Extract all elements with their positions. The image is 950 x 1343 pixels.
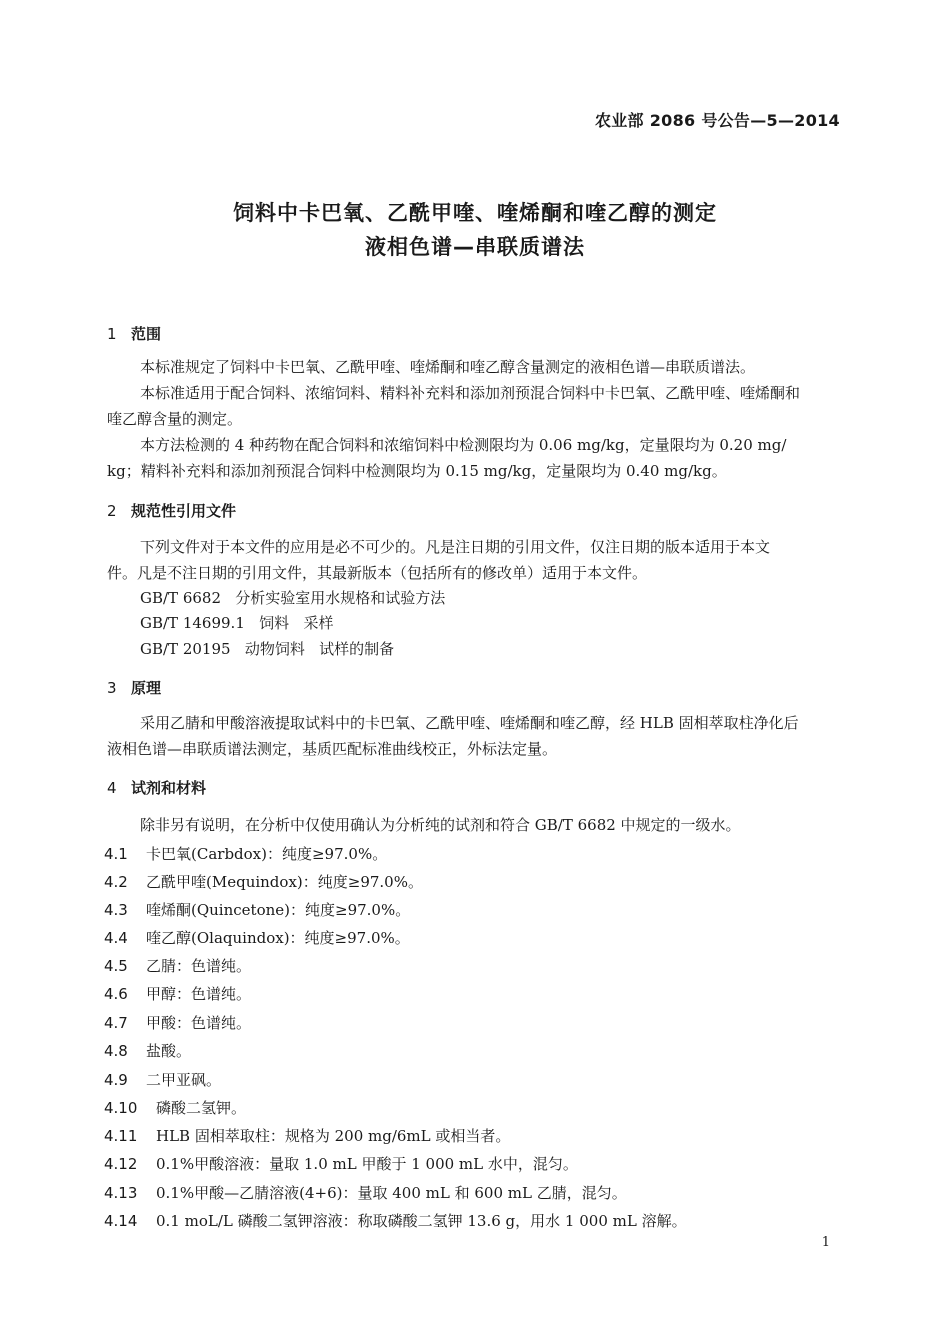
item-number: 4.9 [104,1071,128,1089]
section-number: 2 [107,502,117,520]
section-number: 4 [107,779,117,797]
item-text: 喹烯酮(Quincetone)：纯度≥97.0%。 [146,901,411,919]
list-item [104,1153,578,1174]
item-number: 4.11 [104,1127,138,1145]
item-text: 0.1 moL/L 磷酸二氢钾溶液：称取磷酸二氢钾 13.6 g，用水 1 000 mL 溶解。 [156,1212,687,1230]
item-text: 甲醇：色谱纯。 [146,985,252,1003]
item-text: 乙酰甲喹(Mequindox)：纯度≥97.0%。 [146,873,423,891]
item-number: 4.6 [104,985,128,1003]
item-text: 磷酸二氢钾。 [156,1099,247,1117]
list-item [104,1012,251,1033]
item-number: 4.4 [104,929,128,947]
item-text: 卡巴氧(Carbdox)：纯度≥97.0%。 [146,845,388,863]
paragraph: 喹乙醇含量的测定。 [107,410,243,428]
item-number: 4.1 [104,845,128,863]
paragraph: 下列文件对于本文件的应用是必不可少的。凡是注日期的引用文件，仅注日期的版本适用于本文 [140,538,771,556]
section-number: 1 [107,325,117,343]
item-number: 4.2 [104,873,128,891]
item-number: 4.5 [104,957,128,975]
list-item [104,843,387,864]
document-title-line2: 液相色谱—串联质谱法 [365,235,585,259]
item-text: 乙腈：色谱纯。 [146,957,252,975]
paragraph: 件。凡是不注日期的引用文件，其最新版本（包括所有的修改单）适用于本文件。 [107,564,648,582]
section-title: 试剂和材料 [131,779,207,797]
item-number: 4.3 [104,901,128,919]
section-title: 规范性引用文件 [131,502,237,520]
section-heading [107,777,206,798]
list-item [104,1040,191,1061]
list-item [104,927,410,948]
section-title: 原理 [131,679,162,697]
list-item [104,1182,627,1203]
paragraph: 除非另有说明，在分析中仅使用确认为分析纯的试剂和符合 GB/T 6682 中规定的一级水。 [140,816,741,834]
paragraph: 本方法检测的 4 种药物在配合饲料和浓缩饲料中检测限均为 0.06 mg/kg，定量限均为 0.20 mg/ [140,436,787,454]
page-number: 1 [821,1235,830,1250]
list-item [104,983,251,1004]
section-number: 3 [107,679,117,697]
section-title: 范围 [131,325,162,343]
list-item [104,955,251,976]
item-number: 4.10 [104,1099,138,1117]
list-item [104,1069,221,1090]
item-number: 4.14 [104,1212,138,1230]
item-number: 4.12 [104,1155,138,1173]
reference-item: GB/T 14699.1 饲料 采样 [140,614,334,632]
paragraph: 本标准适用于配合饲料、浓缩饲料、精料补充料和添加剂预混合饲料中卡巴氧、乙酰甲喹、喹烯酮和 [140,384,801,402]
list-item [104,1125,510,1146]
item-number: 4.7 [104,1014,128,1032]
list-item [104,1097,246,1118]
item-text: 二甲亚砜。 [146,1071,222,1089]
paragraph: 液相色谱—串联质谱法测定，基质匹配标准曲线校正，外标法定量。 [107,740,558,758]
item-number: 4.13 [104,1184,138,1202]
item-text: 甲酸：色谱纯。 [146,1014,252,1032]
reference-item: GB/T 20195 动物饲料 试样的制备 [140,640,395,658]
item-text: 0.1%甲酸溶液：量取 1.0 mL 甲酸于 1 000 mL 水中，混匀。 [156,1155,578,1173]
list-item [104,871,423,892]
paragraph: kg；精料补充料和添加剂预混合饲料中检测限均为 0.15 mg/kg，定量限均为 0.40 mg/kg。 [107,462,727,480]
paragraph: 本标准规定了饲料中卡巴氧、乙酰甲喹、喹烯酮和喹乙醇含量测定的液相色谱—串联质谱法。 [140,358,756,376]
paragraph: 采用乙腈和甲酸溶液提取试料中的卡巴氧、乙酰甲喹、喹烯酮和喹乙醇，经 HLB 固相萃取柱净化后 [140,714,799,732]
list-item [104,899,410,920]
list-item [104,1210,687,1231]
item-text: HLB 固相萃取柱：规格为 200 mg/6mL 或相当者。 [156,1127,511,1145]
section-heading [107,323,161,344]
item-text: 盐酸。 [146,1042,192,1060]
section-heading [107,500,236,521]
section-heading [107,677,161,698]
standard-code: 农业部 2086 号公告—5—2014 [594,111,840,130]
document-title-line1: 饲料中卡巴氧、乙酰甲喹、喹烯酮和喹乙醇的测定 [233,201,717,225]
reference-item: GB/T 6682 分析实验室用水规格和试验方法 [140,589,446,607]
item-text: 0.1%甲酸—乙腈溶液(4+6)：量取 400 mL 和 600 mL 乙腈，混匀。 [156,1184,627,1202]
item-number: 4.8 [104,1042,128,1060]
item-text: 喹乙醇(Olaquindox)：纯度≥97.0%。 [146,929,410,947]
